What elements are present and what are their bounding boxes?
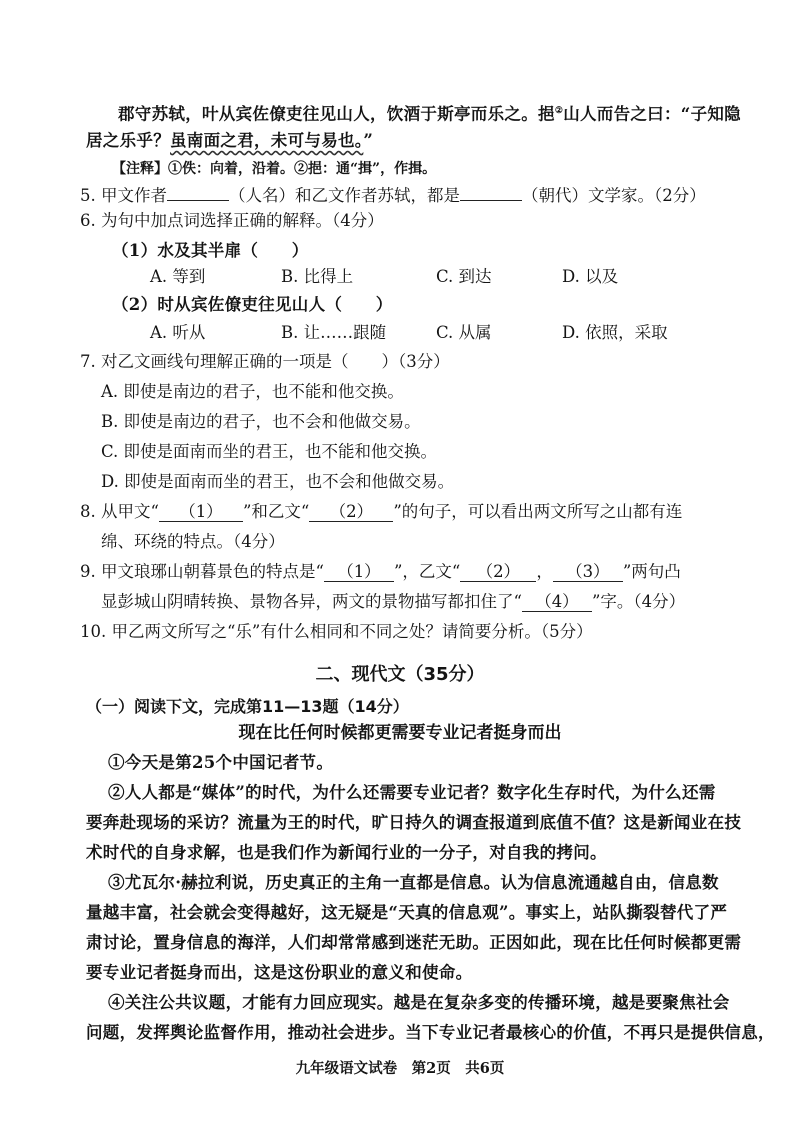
- answer-blank-author[interactable]: [167, 180, 229, 201]
- question-7-option-a[interactable]: A. 即使是南边的君子，也不能和他交换。: [101, 382, 404, 401]
- question-7-option-c[interactable]: C. 即使是面南而坐的君王，也不能和他交换。: [101, 442, 438, 461]
- passage-b-line-1: 郡守苏轼，叶从宾佐僚吏往见山人，饮酒于斯亭而乐之。挹②山人而告之曰：“子知隐: [118, 104, 741, 124]
- option-c[interactable]: C. 到达: [436, 267, 492, 286]
- article-paragraph-4-line-1: ④关注公共议题，才能有力回应现实。越是在复杂多变的传播环境，越是要聚焦社会: [108, 993, 730, 1012]
- answer-blank-8-2[interactable]: （2）: [309, 501, 393, 522]
- article-paragraph-3-line-2: 量越丰富，社会就会变得越好，这无疑是“天真的信息观”。事实上，站队撕裂替代了严: [86, 903, 728, 922]
- answer-blank-9-2[interactable]: （2）: [460, 561, 536, 582]
- question-6-stem: 6. 为句中加点词选择正确的解释。（4分）: [80, 211, 384, 230]
- option-b[interactable]: B. 让……跟随: [281, 323, 387, 342]
- answer-blank-8-1[interactable]: （1）: [159, 501, 243, 522]
- answer-blank-9-4[interactable]: （4）: [522, 591, 592, 612]
- article-paragraph-2-line-1: ②人人都是“媒体”的时代，为什么还需要专业记者？数字化生存时代，为什么还需: [108, 783, 716, 802]
- underlined-sentence: 虽南面之君，未可与易也。: [170, 131, 364, 150]
- option-a[interactable]: A. 等到: [150, 267, 206, 286]
- question-6-sub-1-options: [150, 266, 618, 288]
- question-6-sub-2-options: [150, 322, 668, 344]
- question-8-line-2: 绵、环绕的特点。（4分）: [101, 532, 285, 551]
- page-footer: 九年级语文试卷 第2页 共6页: [295, 1060, 505, 1077]
- question-6-sub-1: （1）水及其半扉（ ）: [112, 241, 309, 260]
- passage-b-line-2: 居之乐乎？虽南面之君，未可与易也。”: [86, 131, 374, 150]
- article-paragraph-3-line-3: 肃讨论，置身信息的海洋，人们却常常感到迷茫无助。正因如此，现在比任何时候都更需: [86, 933, 742, 952]
- footnote-mark: ②: [554, 106, 564, 116]
- section-2-title: 二、现代文（35分）: [315, 664, 485, 685]
- question-7-stem: 7. 对乙文画线句理解正确的一项是（ ）（3分）: [80, 352, 450, 371]
- section-2-subtitle: （一）阅读下文，完成第11—13题（14分）: [86, 697, 409, 716]
- option-d[interactable]: D. 依照，采取: [562, 323, 668, 342]
- question-7-option-b[interactable]: B. 即使是南边的君子，也不会和他做交易。: [101, 412, 421, 431]
- question-8: 8. 从甲文“ （1） ”和乙文“ （2） ”的句子，可以看出两文所写之山都有连: [80, 502, 683, 521]
- question-5: 5. 甲文作者 （人名）和乙文作者苏轼，都是 （朝代）文学家。（2分）: [80, 180, 706, 207]
- answer-blank-9-3[interactable]: （3）: [553, 561, 623, 582]
- question-10: 10. 甲乙两文所写之“乐”有什么相同和不同之处？请简要分析。（5分）: [80, 622, 593, 641]
- passage-b-note: 【注释】①佚：向着，沿着。②挹：通“揖”，作揖。: [112, 161, 437, 177]
- article-paragraph-3-line-1: ③尤瓦尔·赫拉利说，历史真正的主角一直都是信息。认为信息流通越自由，信息数: [108, 873, 719, 892]
- question-9-line-2: 显彭城山阴晴转换、景物各异，两文的景物描写都扣住了“ （4） ”字。（4分）: [101, 592, 686, 611]
- question-9: 9. 甲文琅琊山朝暮景色的特点是“ （1） ”，乙文“ （2） ， （3） ”两句凸: [80, 562, 681, 581]
- article-paragraph-2-line-2: 要奔赴现场的采访？流量为王的时代，旷日持久的调查报道到底值不值？这是新闻业在技: [86, 813, 742, 832]
- article-title: 现在比任何时候都更需要专业记者挺身而出: [238, 723, 562, 743]
- answer-blank-dynasty[interactable]: [460, 180, 522, 201]
- option-a[interactable]: A. 听从: [150, 323, 206, 342]
- option-b[interactable]: B. 比得上: [281, 267, 354, 286]
- article-paragraph-3-line-4: 要专业记者挺身而出，这是这份职业的意义和使命。: [86, 963, 473, 982]
- question-7-option-d[interactable]: D. 即使是面南而坐的君王，也不会和他做交易。: [101, 472, 455, 491]
- answer-blank-9-1[interactable]: （1）: [324, 561, 394, 582]
- option-c[interactable]: C. 从属: [436, 323, 492, 342]
- article-paragraph-1: ①今天是第25个中国记者节。: [108, 753, 334, 772]
- article-paragraph-4-line-2: 问题，发挥舆论监督作用，推动社会进步。当下专业记者最核心的价值，不再只是提供信息，: [86, 1023, 775, 1042]
- article-paragraph-2-line-3: 术时代的自身求解，也是我们作为新闻行业的一分子，对自我的拷问。: [86, 843, 607, 862]
- question-6-sub-2: （2）时从宾佐僚吏往见山人（ ）: [112, 295, 393, 314]
- option-d[interactable]: D. 以及: [562, 267, 619, 286]
